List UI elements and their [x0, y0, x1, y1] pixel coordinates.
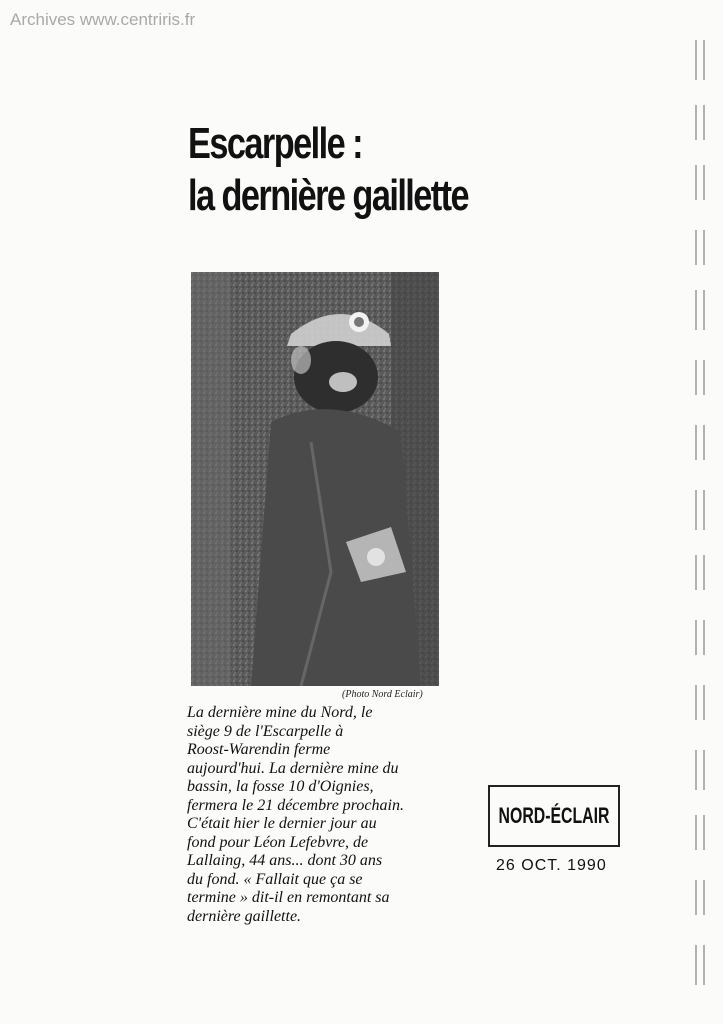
- caption-line: termine » dit-il en remontant sa: [187, 889, 390, 906]
- caption-line: Roost-Warendin ferme: [187, 741, 331, 758]
- headline-line-2: la dernière gaillette: [188, 171, 469, 220]
- caption-line: siège 9 de l'Escarpelle à: [187, 722, 344, 740]
- publication-date: 26 OCT. 1990: [496, 857, 607, 874]
- caption-line: dernière gaillette.: [187, 907, 302, 925]
- headline: [188, 118, 468, 222]
- watermark: Archives www.centriris.fr: [10, 10, 196, 29]
- photo-credit: (Photo Nord Eclair): [342, 689, 423, 700]
- miner-photo-icon: [191, 272, 439, 686]
- caption-line: du fond. « Fallait que ça se: [187, 870, 363, 888]
- caption-line: fond pour Léon Lefebvre, de: [187, 833, 369, 851]
- caption: [187, 704, 452, 926]
- caption-line: C'était hier le dernier jour au: [187, 815, 377, 832]
- caption-line: Lallaing, 44 ans... dont 30 ans: [187, 852, 383, 869]
- caption-line: bassin, la fosse 10 d'Oignies,: [187, 778, 374, 795]
- miner-photo: [191, 272, 439, 686]
- caption-line: fermera le 21 décembre prochain.: [187, 796, 404, 814]
- headline-line-1: Escarpelle :: [188, 119, 362, 168]
- newspaper-stamp: [488, 785, 620, 847]
- newspaper-name: NORD-ÉCLAIR: [498, 803, 610, 828]
- caption-line: aujourd'hui. La dernière mine du: [187, 759, 399, 777]
- caption-line: La dernière mine du Nord, le: [187, 704, 373, 721]
- binding-holes-icon: [688, 30, 708, 1010]
